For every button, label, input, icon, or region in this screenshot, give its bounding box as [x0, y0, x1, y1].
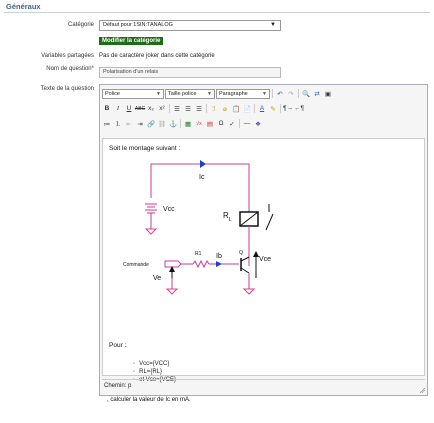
dropdown-arrow-icon: ▼ — [270, 22, 276, 28]
anchor-icon[interactable]: ⚓ — [168, 120, 178, 128]
shared-vars-value: Pas de caractère joker dans cette catégorie — [99, 53, 215, 59]
toolbar-separator — [280, 104, 281, 113]
underline-icon[interactable]: U — [126, 105, 132, 112]
content-question: , calculer la valeur de Ic en mA. — [107, 397, 191, 403]
vce-label: Vce — [259, 256, 272, 263]
required-mark: * — [91, 66, 94, 72]
ic-arrow-icon — [200, 160, 206, 168]
italic-icon[interactable]: I — [116, 105, 120, 112]
toolbar-row-1 — [102, 88, 333, 99]
section-divider — [4, 12, 430, 13]
outdent-icon[interactable]: ⇤ — [126, 120, 132, 128]
shared-vars-label: Variables partagées — [41, 53, 94, 59]
font-family-label: Police — [105, 90, 120, 97]
r1-label: R1 — [195, 251, 202, 257]
category-select-value: Défaut pour 1SIN:TANALOG — [103, 22, 173, 28]
content-intro: Soit le montage suivant : — [109, 145, 181, 152]
spellcheck-icon[interactable]: ✓ — [229, 120, 235, 128]
align-center-icon[interactable]: ☰ — [185, 105, 191, 113]
link-icon[interactable]: 🔗 — [146, 120, 156, 128]
category-label: Catégorie — [67, 22, 94, 28]
font-size-label: Taille police — [168, 90, 197, 97]
unlink-icon[interactable]: ⛓ — [157, 120, 167, 128]
format-label: Paragraphe — [219, 90, 248, 97]
nonbreaking-icon[interactable]: ❖ — [255, 120, 261, 128]
rl-label — [223, 211, 232, 223]
equation-icon[interactable]: √x — [196, 120, 202, 127]
image-icon[interactable]: ▦ — [184, 120, 192, 128]
rl-label-sub: L — [228, 217, 232, 223]
toolbar-row-2 — [102, 103, 304, 114]
redo-icon[interactable]: ↷ — [288, 90, 294, 98]
wire-top — [151, 164, 249, 212]
ic-label: Ic — [199, 174, 205, 181]
indent-icon[interactable]: ⇥ — [137, 120, 143, 128]
transistor-emitter — [241, 268, 249, 273]
align-left-icon[interactable]: ☰ — [174, 105, 180, 113]
content-pour: Pour : — [109, 342, 127, 349]
resize-handle-icon[interactable] — [419, 387, 425, 393]
font-size-select[interactable] — [165, 89, 215, 99]
circuit-diagram — [103, 154, 426, 324]
undo-icon[interactable]: ↶ — [277, 90, 283, 98]
relay-coil-diagonal — [240, 212, 258, 226]
toolbar-separator — [272, 89, 273, 98]
strikethrough-icon[interactable]: ABC — [134, 105, 146, 112]
superscript-icon[interactable]: x² — [159, 105, 165, 112]
section-title: Généraux — [6, 2, 41, 11]
cleanup-icon[interactable]: ⌀ — [223, 105, 227, 113]
media-icon[interactable]: ▤ — [206, 120, 214, 128]
subscript-icon[interactable]: x₂ — [148, 105, 154, 112]
chevron-down-icon: ▼ — [262, 90, 267, 97]
q-label: Q — [239, 250, 243, 256]
vcc-label: Vcc — [163, 206, 175, 213]
commande-input-icon — [165, 261, 181, 267]
chevron-down-icon: ▼ — [156, 90, 161, 97]
find-icon[interactable]: 🔍 — [301, 90, 311, 98]
align-right-icon[interactable]: ☰ — [196, 105, 202, 113]
list-item: ◦ RL={RL} — [133, 368, 176, 376]
resistor-r1 — [193, 261, 209, 267]
toolbar-row-3 — [102, 118, 263, 129]
numbered-list-icon[interactable]: ⒈ — [114, 121, 122, 128]
ltr-icon[interactable]: ¶→ — [283, 105, 293, 112]
replace-icon[interactable]: ⇄ — [314, 90, 320, 98]
rtl-icon[interactable]: ←¶ — [294, 105, 304, 112]
category-select[interactable] — [99, 20, 281, 31]
toolbar-separator — [239, 119, 240, 128]
toolbar-separator — [206, 104, 207, 113]
transistor-collector — [241, 257, 249, 261]
list-item: ◦ Vcc={VCC} — [133, 360, 176, 368]
fullscreen-icon[interactable]: ▣ — [324, 90, 332, 98]
format-select[interactable] — [216, 89, 270, 99]
paste-text-icon[interactable]: 📋 — [231, 105, 241, 113]
chevron-down-icon: ▼ — [207, 90, 212, 97]
relay-contact — [266, 214, 273, 230]
rl-label-main: R — [223, 211, 229, 220]
toolbar-separator — [180, 119, 181, 128]
ground-emitter-icon — [244, 289, 254, 294]
question-name-label-text: Nom de question — [46, 66, 92, 72]
toolbar-separator — [254, 104, 255, 113]
modify-category-button[interactable]: Modifier la catégorie — [99, 37, 163, 45]
background-color-icon[interactable]: ✎ — [270, 105, 276, 113]
toolbar-separator — [169, 104, 170, 113]
bold-icon[interactable]: B — [104, 105, 110, 112]
ground-ve-icon — [167, 289, 177, 294]
bullet-list-icon[interactable]: ≔ — [103, 120, 111, 128]
editor-status-path: Chemin: p — [102, 379, 425, 393]
list-item: ◦ et Vce={VCE} — [133, 376, 176, 384]
rich-text-editor — [99, 84, 428, 403]
hr-icon[interactable]: — — [243, 120, 251, 127]
question-text-label: Texte de la question — [40, 86, 94, 92]
question-name-input[interactable]: Polarisation d'un relais — [99, 67, 281, 78]
ground-vcc-icon — [146, 229, 156, 234]
paste-word-icon[interactable]: 📄 — [242, 105, 252, 113]
commande-label: Commande — [123, 262, 149, 268]
ve-label: Ve — [153, 275, 162, 282]
question-name-label — [4, 66, 94, 72]
font-family-select[interactable] — [102, 89, 164, 99]
special-char-icon[interactable]: Ω — [218, 120, 224, 127]
toolbar-separator — [298, 89, 299, 98]
ib-arrow-icon — [216, 261, 222, 267]
clear-format-icon[interactable]: ℐ — [212, 105, 216, 113]
ib-label: Ib — [216, 253, 222, 260]
text-color-icon[interactable]: A — [259, 105, 265, 112]
